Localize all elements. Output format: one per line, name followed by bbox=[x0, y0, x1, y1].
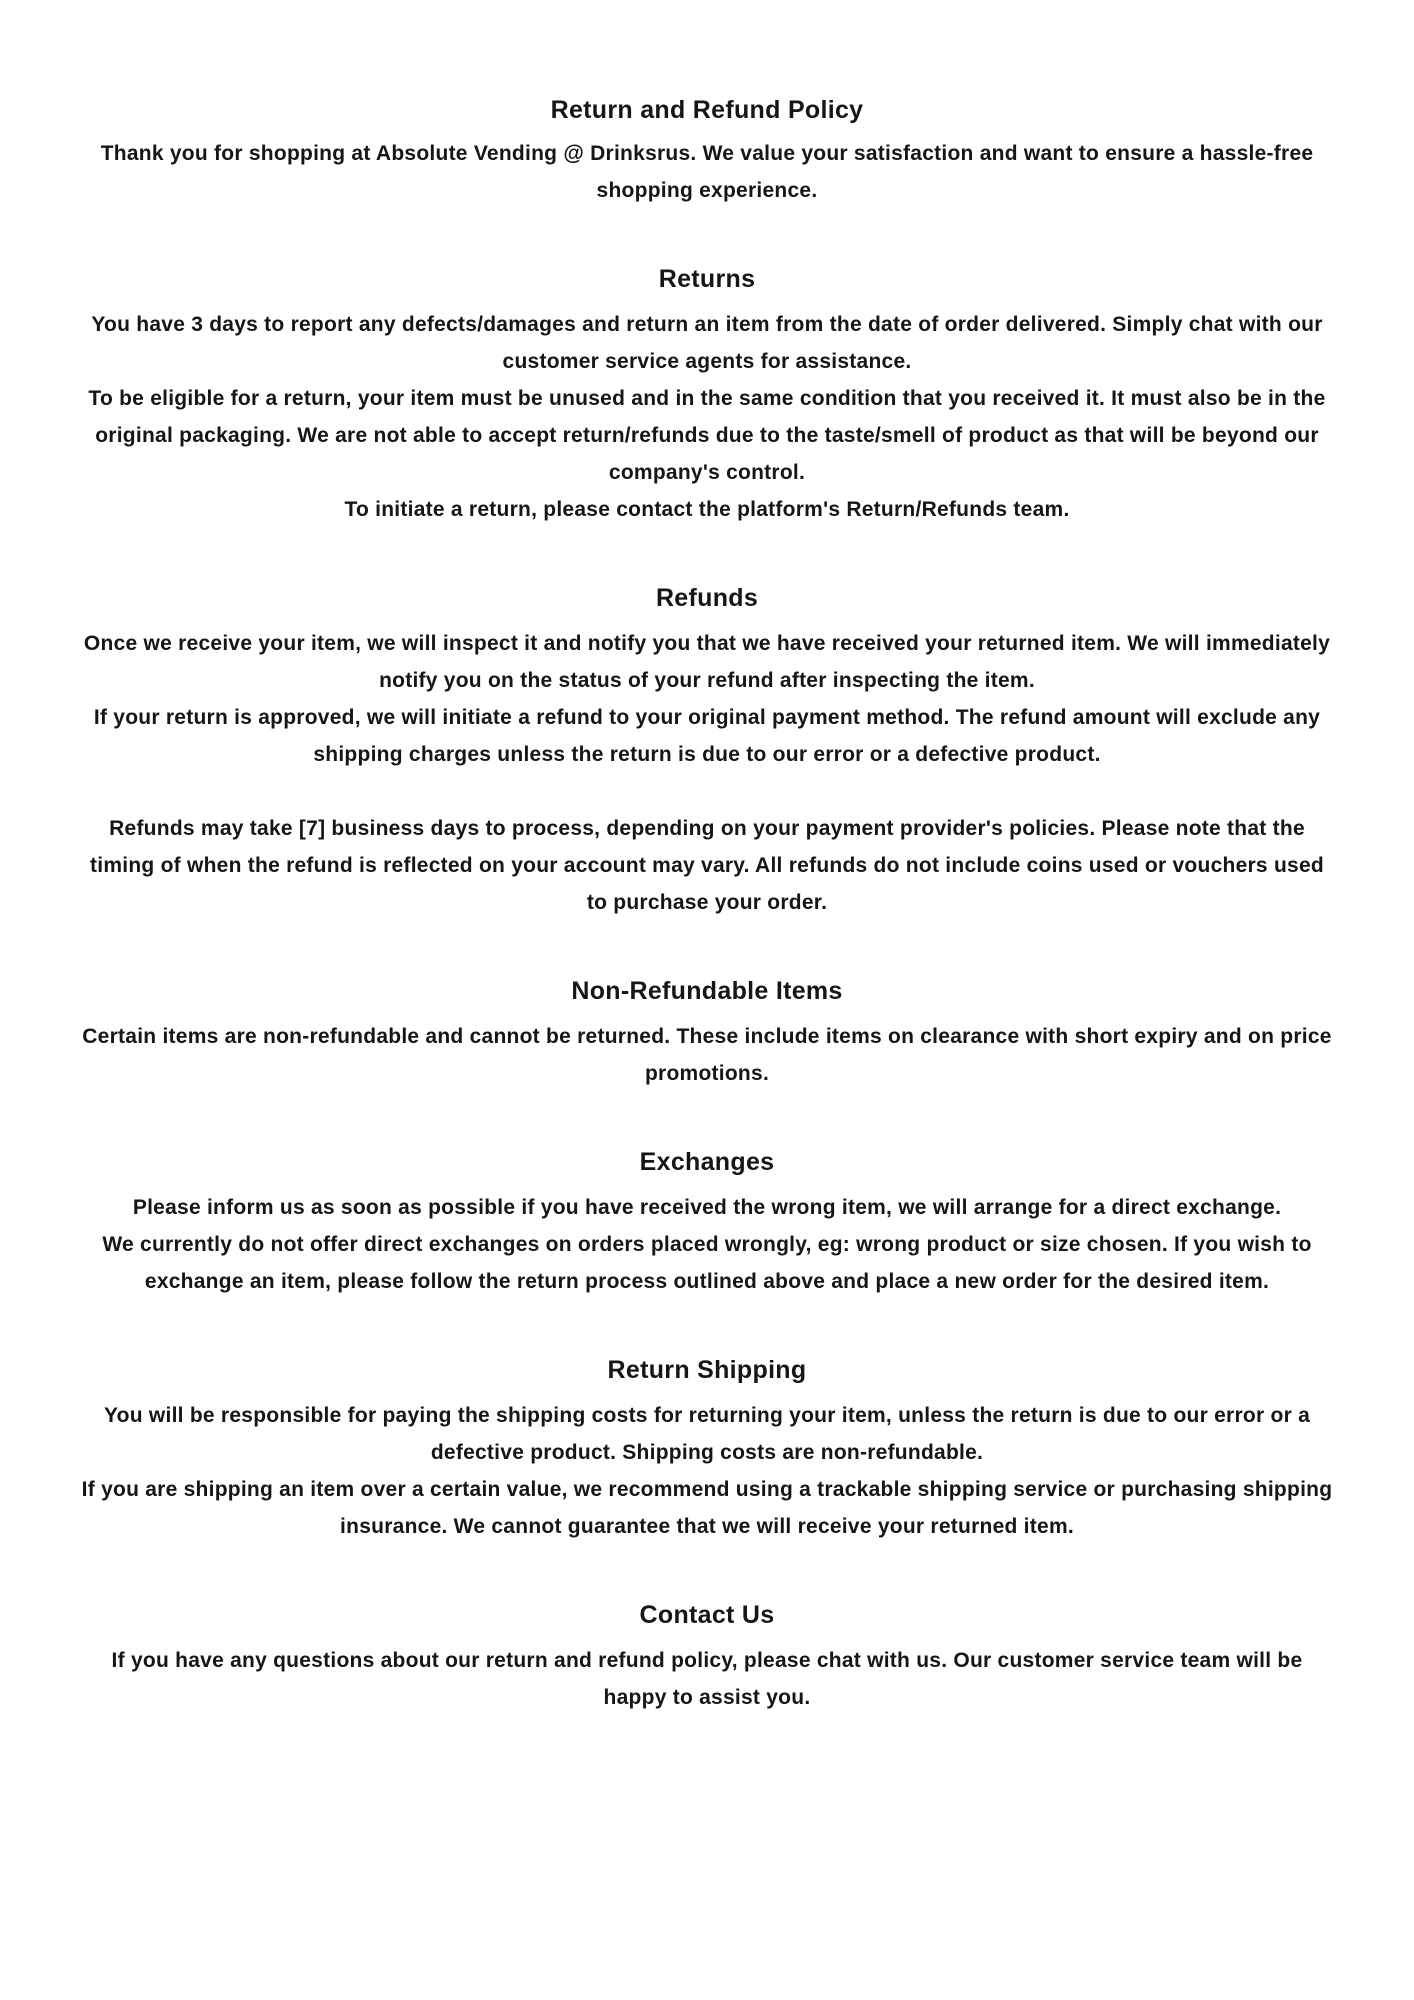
intro-paragraph: Thank you for shopping at Absolute Vending @ Drinksrus. We value your satisfaction and want to ensure a hassle-free shopping experience. bbox=[100, 142, 1314, 202]
section-non-refundable-items bbox=[78, 973, 1336, 1092]
paragraph: Please inform us as soon as possible if you have received the wrong item, we will arrange for a direct exchange. bbox=[132, 1196, 1282, 1219]
section-heading-exchanges: Exchanges bbox=[639, 1148, 775, 1176]
paragraph: To initiate a return, please contact the platform's Return/Refunds team. bbox=[344, 498, 1070, 521]
section-return-shipping bbox=[78, 1352, 1336, 1545]
section-heading-return-shipping: Return Shipping bbox=[607, 1356, 807, 1384]
paragraph: If you have any questions about our return and refund policy, please chat with us. Our customer service team will be happy to assist you. bbox=[111, 1649, 1303, 1709]
section-refunds bbox=[78, 580, 1336, 921]
paragraph: Once we receive your item, we will inspect it and notify you that we have received your returned item. We will immediately notify you on the status of your refund after inspecting the item. bbox=[83, 632, 1331, 692]
section-heading-non-refundable-items: Non-Refundable Items bbox=[571, 977, 843, 1005]
section-heading-refunds: Refunds bbox=[655, 584, 759, 612]
paragraph: If you are shipping an item over a certain value, we recommend using a trackable shipping service or purchasing shipping insurance. We cannot guarantee that we will receive your returned item. bbox=[81, 1478, 1333, 1538]
section-returns bbox=[78, 261, 1336, 528]
section-heading-contact-us: Contact Us bbox=[639, 1601, 775, 1629]
paragraph: Certain items are non-refundable and cannot be returned. These include items on clearance with short expiry and on price promotions. bbox=[82, 1025, 1332, 1085]
section-heading-returns: Returns bbox=[658, 265, 756, 293]
page-title: Return and Refund Policy bbox=[550, 96, 864, 124]
section-contact-us bbox=[78, 1597, 1336, 1716]
paragraph: We currently do not offer direct exchanges on orders placed wrongly, eg: wrong product or size chosen. If you wish to exchange an item, please follow the return process outlined above and place a new order for the desired item. bbox=[102, 1233, 1312, 1293]
paragraph: You have 3 days to report any defects/damages and return an item from the date of order delivered. Simply chat with our customer service agents for assistance. bbox=[91, 313, 1323, 373]
paragraph: If your return is approved, we will initiate a refund to your original payment method. The refund amount will exclude any shipping charges unless the return is due to our error or a defective product. bbox=[93, 706, 1321, 766]
paragraph: You will be responsible for paying the shipping costs for returning your item, unless the return is due to our error or a defective product. Shipping costs are non-refundable. bbox=[103, 1404, 1310, 1464]
paragraph: To be eligible for a return, your item must be unused and in the same condition that you received it. It must also be in the original packaging. We are not able to accept return/refunds due to the taste/smell of product as that will be beyond our company's control. bbox=[88, 387, 1326, 484]
paragraph: Refunds may take [7] business days to process, depending on your payment provider's policies. Please note that the timing of when the refund is reflected on your account may vary. All refunds do not include coins used or vouchers used to purchase your order. bbox=[90, 817, 1324, 914]
section-exchanges bbox=[78, 1144, 1336, 1300]
